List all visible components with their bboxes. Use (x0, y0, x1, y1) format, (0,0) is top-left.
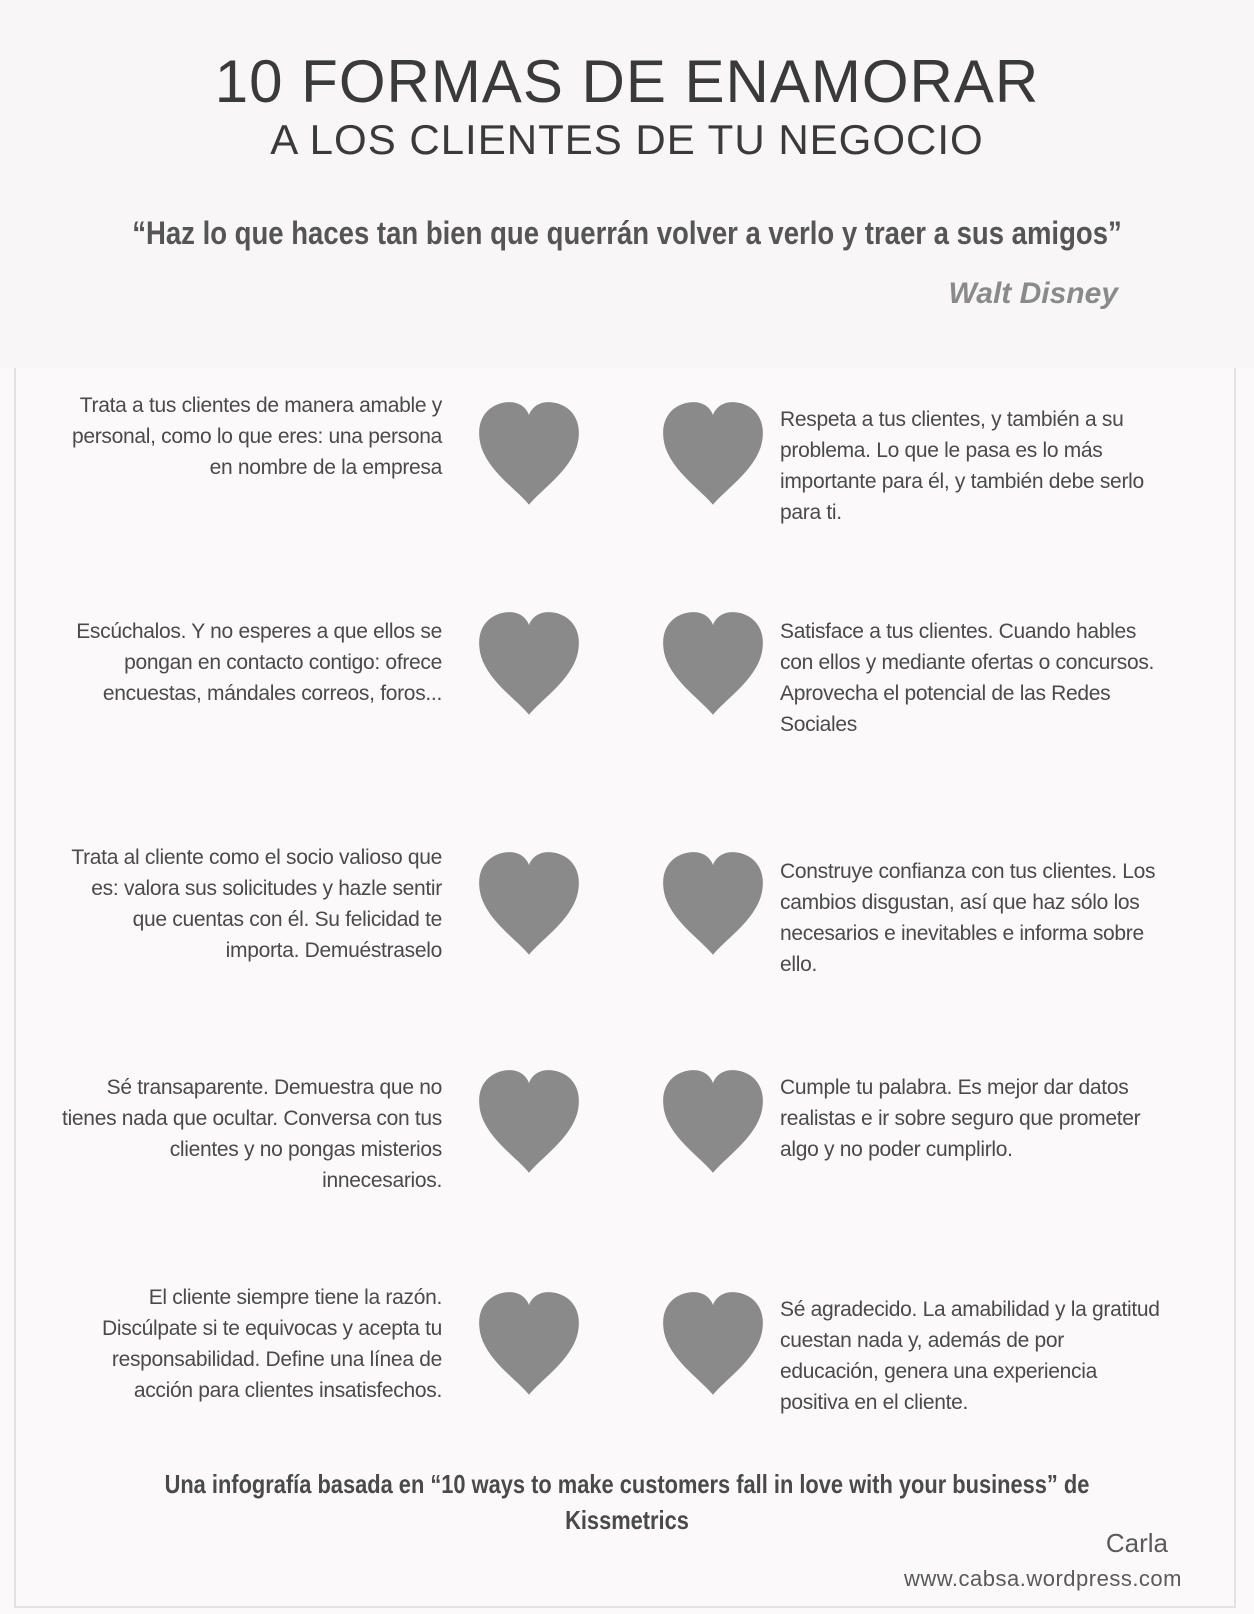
tip-left-4: Sé transaparente. Demuestra que no tienes nada que ocultar. Conversa con tus clientes y no pongas misterios innecesarios. (62, 1076, 442, 1192)
page-subtitle: A LOS CLIENTES DE TU NEGOCIO (270, 116, 984, 163)
tip-left-3: Trata al cliente como el socio valioso que es: valora sus solicitudes y hazle sentir que cuentas con él. Su felicidad te importa. Demuéstraselo (71, 846, 442, 962)
heart-icon (658, 1068, 768, 1176)
heart-icon (474, 400, 584, 508)
author-signature: Carla (1105, 1528, 1168, 1558)
heart-icon (474, 850, 584, 958)
heart-icon (658, 400, 768, 508)
content-card (14, 368, 1236, 1608)
tip-right-3: Construye confianza con tus clientes. Los cambios disgustan, así que haz sólo los necesarios e inevitables e informa sobre ello. (780, 860, 1156, 976)
tip-right-5: Sé agradecido. La amabilidad y la gratitud cuestan nada y, además de por educación, genera una experiencia positiva en el cliente. (780, 1298, 1160, 1414)
heart-icon (658, 610, 768, 718)
tip-left-1: Trata a tus clientes de manera amable y personal, como lo que eres: una persona en nombre de la empresa (71, 394, 442, 479)
tip-right-2: Satisface a tus clientes. Cuando hables con ellos y mediante ofertas o concursos. Aprovecha el potencial de las Redes Sociales (780, 620, 1155, 736)
heart-icon (474, 1068, 584, 1176)
tip-right-1: Respeta a tus clientes, y también a su problema. Lo que le pasa es lo más importante para él, y también debe serlo para ti. (780, 408, 1144, 524)
website-link[interactable]: www.cabsa.wordpress.com (903, 1566, 1182, 1591)
source-note: Una infografía basada en “10 ways to make customers fall in love with your business” de Kissmetrics (164, 1469, 1090, 1535)
quote-text: “Haz lo que haces tan bien que querrán volver a verlo y traer a sus amigos” (132, 215, 1122, 251)
heart-icon (658, 850, 768, 958)
heart-icon (474, 1290, 584, 1398)
tip-left-2: Escúchalos. Y no esperes a que ellos se pongan en contacto contigo: ofrece encuestas, mándales correos, foros... (76, 620, 442, 705)
heart-icon (658, 1290, 768, 1398)
tip-right-4: Cumple tu palabra. Es mejor dar datos realistas e ir sobre seguro que prometer algo y no poder cumplirlo. (780, 1076, 1141, 1161)
page-title: 10 FORMAS DE ENAMORAR (214, 48, 1040, 115)
quote-author: Walt Disney (948, 277, 1118, 310)
tip-left-5: El cliente siempre tiene la razón. Discúlpate si te equivocas y acepta tu responsabilidad. Define una línea de acción para clientes insatisfechos. (102, 1286, 442, 1402)
heart-icon (474, 610, 584, 718)
